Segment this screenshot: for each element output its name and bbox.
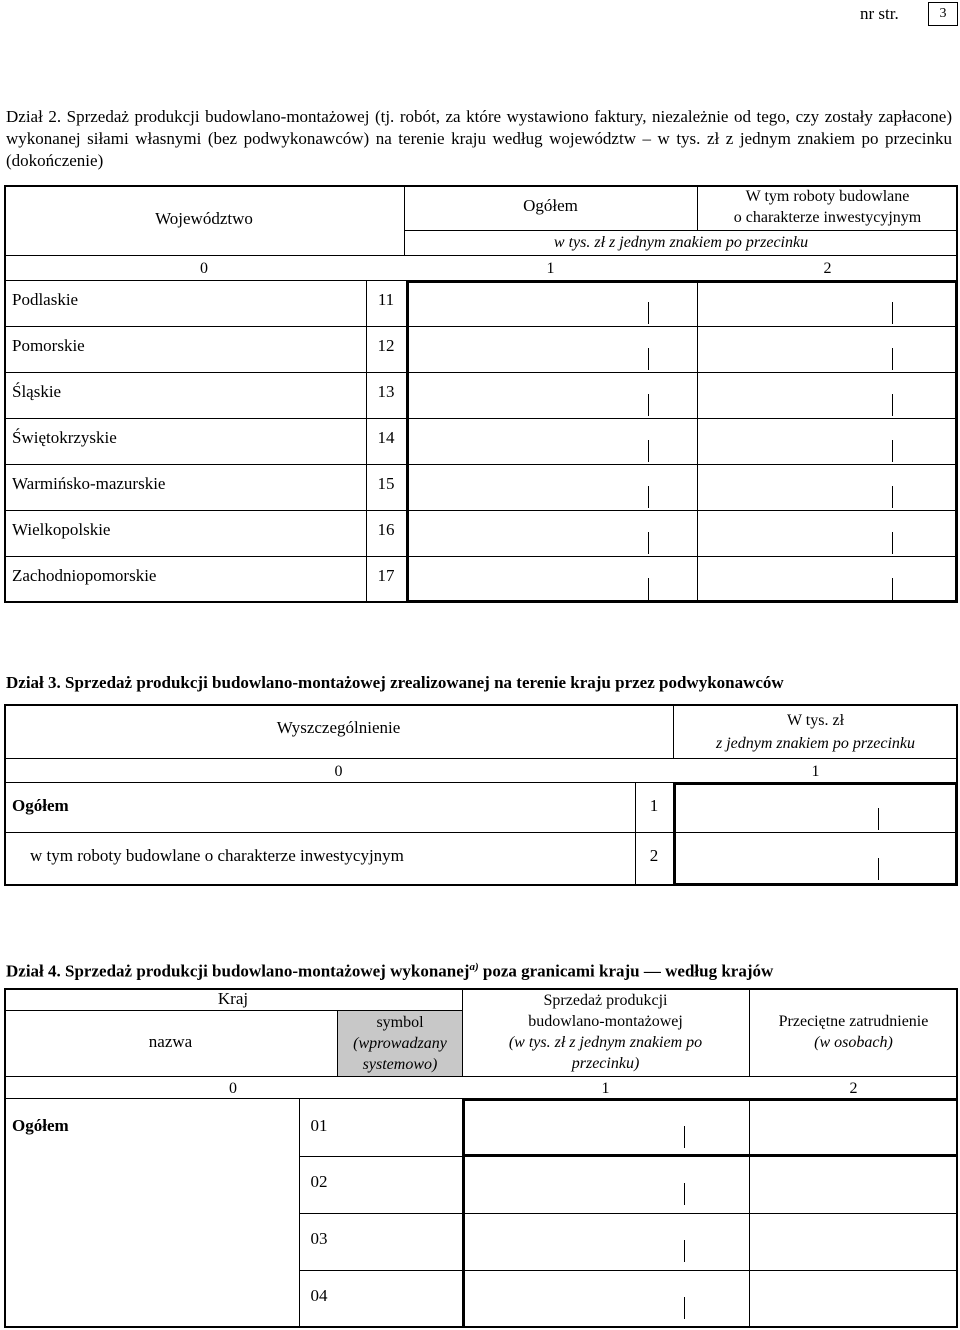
row-code: 16 — [377, 520, 395, 539]
row-name: Wielkopolskie — [12, 520, 111, 539]
dzial2-heading: Dział 2. Sprzedaż produkcji budowlano-montażowej (tj. robót, za które wystawiono faktury, niezależnie od tego, czy zostały zapłacone) wykonanej siłami własnymi (bez podwykonawców) na terenie kraju według województw – w tys. zł z jednym znakiem po przecinku (dokończenie) — [6, 107, 952, 170]
col-num-2: 2 — [849, 1080, 858, 1097]
unit-label: w tys. zł z jednym znakiem po przecinku — [553, 234, 809, 251]
col-sprzedaz-2: budowlano-montażowej — [528, 1013, 683, 1030]
row-code: 17 — [377, 566, 395, 585]
dzial4-table — [4, 988, 958, 1328]
col-wyszczegolnienie: Wyszczególnienie — [276, 718, 401, 737]
row-ogolem: Ogółem — [12, 1116, 69, 1135]
page-number-box: 3 — [928, 2, 958, 26]
row-code: 02 — [310, 1172, 328, 1191]
input-cell-zatrudnienie[interactable] — [750, 1101, 956, 1154]
row-name: Śląskie — [12, 382, 62, 401]
col-kraj: Kraj — [217, 989, 249, 1008]
row-name: Pomorskie — [12, 336, 85, 355]
row-code: 03 — [310, 1229, 328, 1248]
col-symbol-3: systemowo) — [362, 1056, 438, 1073]
col-wojewodztwo: Województwo — [155, 209, 253, 228]
col-num-0: 0 — [200, 260, 208, 277]
input-cell-ogolem[interactable] — [409, 283, 697, 326]
col-wtym-line2: o charakterze inwestycyjnym — [733, 209, 922, 226]
dzial3-heading: Dział 3. Sprzedaż produkcji budowlano-montażowej zrealizowanej na terenie kraju przez podwykonawców — [6, 673, 784, 692]
col-wtym-line1: W tym roboty budowlane — [745, 188, 910, 205]
row-name: Świętokrzyskie — [12, 428, 117, 447]
col-zatr-1: Przeciętne zatrudnienie — [778, 1013, 929, 1030]
col-num-0: 0 — [334, 763, 343, 780]
col-unit-line2: z jednym znakiem po przecinku — [715, 735, 916, 752]
col-sprzedaz-1: Sprzedaż produkcji — [543, 992, 668, 1009]
footnote-marker: a) — [469, 961, 479, 973]
col-num-0: 0 — [229, 1080, 237, 1097]
col-zatr-2: (w osobach) — [814, 1034, 893, 1051]
col-nazwa: nazwa — [148, 1032, 193, 1051]
col-sprzedaz-4: przecinku) — [571, 1055, 640, 1072]
row-code: 11 — [377, 290, 395, 309]
input-cell-wtym[interactable] — [698, 283, 955, 326]
row-name: Podlaskie — [12, 290, 79, 309]
row-code: 13 — [377, 382, 395, 401]
row-name: Warmińsko-mazurskie — [12, 474, 166, 493]
row-code: 12 — [377, 336, 395, 355]
col-unit-line1: W tys. zł — [786, 712, 845, 729]
row-wtym: w tym roboty budowlane o charakterze inwestycyjnym — [30, 846, 404, 865]
dzial3-table — [4, 704, 958, 886]
col-sprzedaz-3: (w tys. zł z jednym znakiem po — [508, 1034, 703, 1051]
col-ogolem: Ogółem — [523, 196, 578, 215]
col-symbol-1: symbol — [376, 1014, 424, 1031]
row-code: 2 — [649, 846, 659, 865]
row-code: 14 — [377, 428, 395, 447]
dzial4-heading-b: poza granicami kraju — według krajów — [478, 961, 774, 981]
row-code: 1 — [649, 796, 659, 815]
col-num-2: 2 — [823, 260, 832, 277]
row-ogolem: Ogółem — [12, 796, 69, 815]
dzial4-heading-a: Dział 4. Sprzedaż produkcji budowlano-montażowej wykonanej — [6, 961, 470, 981]
col-num-1: 1 — [546, 260, 555, 277]
dzial2-table — [4, 185, 958, 603]
row-code: 15 — [377, 474, 395, 493]
input-cell-sprzedaz[interactable] — [465, 1101, 749, 1154]
input-cell-nazwa[interactable] — [339, 1157, 462, 1213]
row-name: Zachodniopomorskie — [12, 566, 157, 585]
input-cell[interactable] — [676, 785, 955, 832]
row-code: 04 — [310, 1286, 328, 1305]
page-number-label: nr str. — [860, 4, 899, 23]
col-symbol-2: (wprowadzany — [353, 1035, 447, 1052]
col-num-1: 1 — [811, 763, 820, 780]
col-num-1: 1 — [601, 1080, 610, 1097]
row-code: 01 — [310, 1116, 328, 1135]
input-cell[interactable] — [676, 833, 955, 883]
dzial4-heading — [6, 956, 773, 983]
